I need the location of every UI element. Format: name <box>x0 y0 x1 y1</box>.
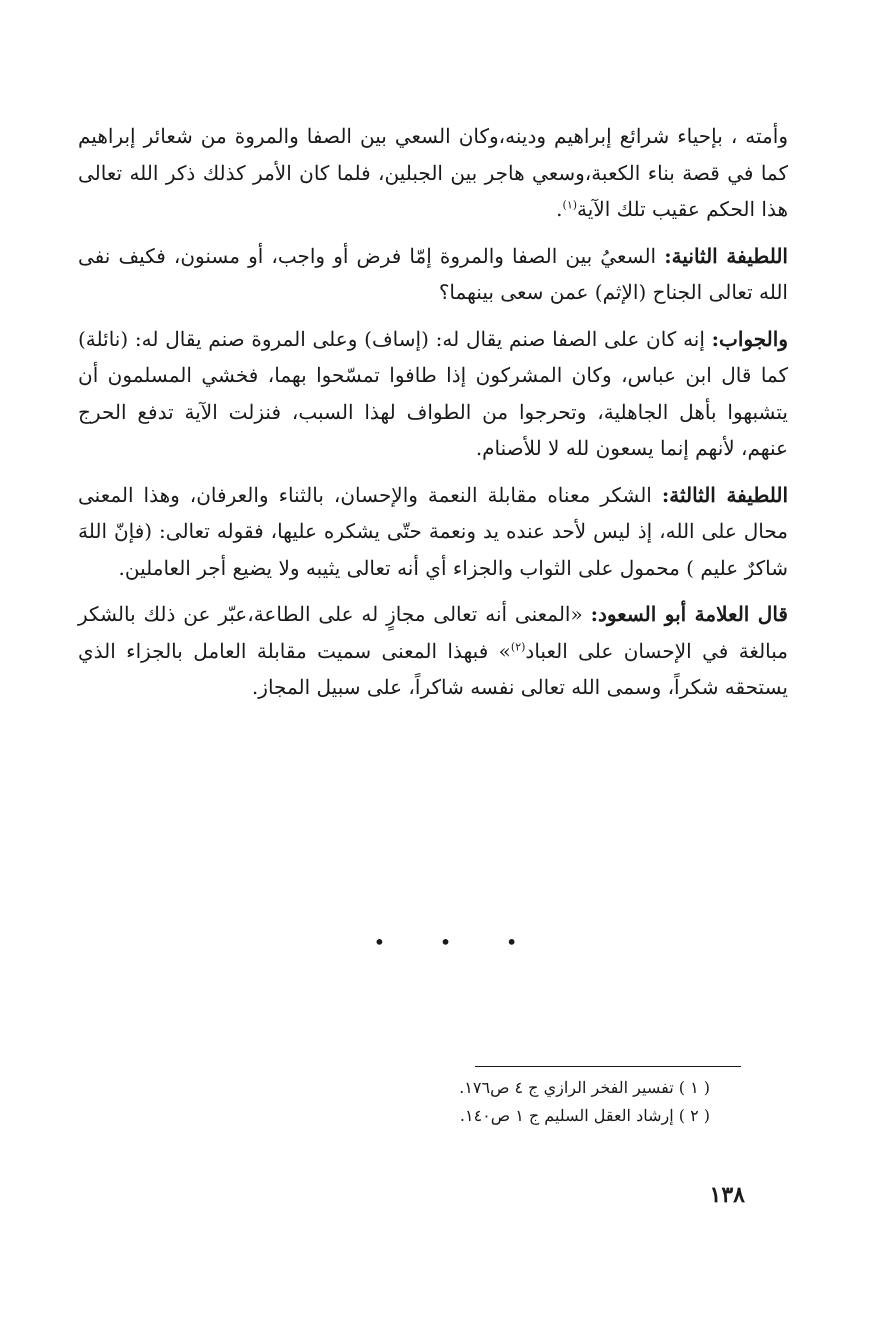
paragraph-answer <box>78 321 788 467</box>
footnote-1: ( ١ ) تفسير الفخر الرازي ج ٤ ص١٧٦. <box>459 1078 710 1097</box>
page-body <box>78 118 788 716</box>
paragraph-lead: قال العلامة أبو السعود: <box>590 602 788 626</box>
paragraph-third-subtlety <box>78 477 788 587</box>
footnote-ref-1[interactable]: (١) <box>562 198 578 212</box>
section-separator: • • • <box>373 930 542 954</box>
paragraph-lead: اللطيفة الثالثة: <box>661 482 788 507</box>
paragraph-second-subtlety <box>78 238 788 311</box>
footnote-ref-2[interactable]: (٢) <box>510 639 526 653</box>
footnote-divider <box>475 1066 741 1067</box>
footnote-2: ( ٢ ) إرشاد العقل السليم ج ١ ص١٤٠. <box>459 1106 710 1125</box>
paragraph-tail: . <box>556 197 563 221</box>
page-number: ١٣٨ <box>709 1182 745 1208</box>
paragraph-text: «المعنى أنه تعالى مجازٍ له على الطاعة،عبّر عن ذلك بالشكر مبالغة في الإحسان على العباد <box>78 602 788 663</box>
paragraph-intro <box>78 118 788 228</box>
paragraph-text: الشكر معناه مقابلة النعمة والإحسان، بالثناء والعرفان، وهذا المعنى محال على الله، إذ ليس لأحد عنده يد ونعمة حتّى يشكره عليها، فقوله تعالى: (فإنّ اللهَ شاكرٌ عليم ) محمول على الثواب والجزاء أي أنه تعالى يثيبه ولا يضيع أجر العاملين. <box>78 482 788 580</box>
paragraph-lead: اللطيفة الثانية: <box>664 243 788 268</box>
paragraph-text: إنه كان على الصفا صنم يقال له: (إساف) وعلى المروة صنم يقال له: (نائلة) كما قال ابن عباس، وكان المشركون إذا طافوا تمسّحوا بهما، فخشي المسلمون أن يتشبهوا بأهل الجاهلية، وتحرجوا من الطواف لهذا السبب، فنزلت الآية تدفع الحرج عنهم، لأنهم إنما يسعون لله لا للأصنام. <box>78 326 788 460</box>
paragraph-text: السعيُ بين الصفا والمروة إمّا فرض أو واجب، أو مسنون، فكيف نفى الله تعالى الجناح (الإثم) عمن سعى بينهما؟ <box>78 243 788 304</box>
paragraph-text: وأمته ، بإحياء شرائع إبراهيم ودينه،وكان السعي بين الصفا والمروة من شعائر إبراهيم كما في قصة بناء الكعبة،وسعي هاجر بين الجبلين، فلما كان الأمر كذلك ذكر الله تعالى هذا الحكم عقيب تلك الآية <box>78 124 788 221</box>
paragraph-tail: » فبهذا المعنى سميت مقابلة العامل بالجزاء الذي يستحقه شكراً، وسمى الله تعالى نفسه شاكراً، على سبيل المجاز. <box>78 638 788 699</box>
footnotes <box>300 1074 710 1130</box>
paragraph-abu-saud-quote <box>78 596 788 706</box>
paragraph-lead: والجواب: <box>711 326 788 351</box>
